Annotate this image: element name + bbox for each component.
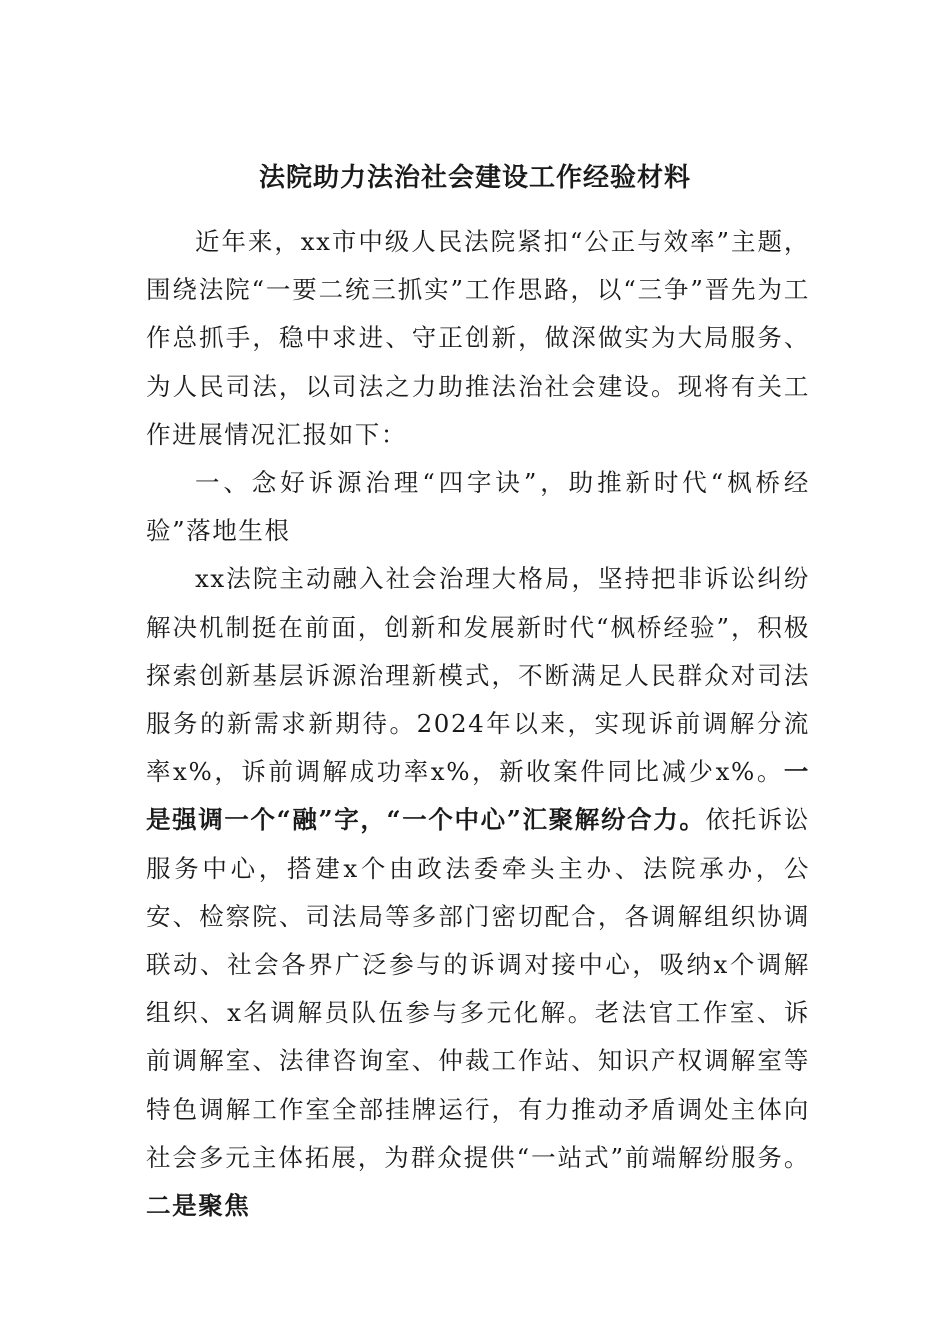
paragraph-text: xx法院主动融入社会治理大格局，坚持把非诉讼纠纷解决机制挺在前面，创新和发展新时代“枫桥经验”，积极探索创新基层诉源治理新模式，不断满足人民群众对司法服务的新需求新期待。2024年以来，实现诉前调解分流率x%，诉前调解成功率x%，新收案件同比减少x%。: [146, 564, 810, 787]
paragraph-text: 依托诉讼服务中心，搭建x个由政法委牵头主办、法院承办，公安、检察院、司法局等多部门密切配合，各调解组织协调联动、社会各界广泛参与的诉调对接中心，吸纳x个调解组织、x名调解员队伍参与多元化解。老法官工作室、诉前调解室、法律咨询室、仲裁工作站、知识产权调解室等特色调解工作室全部挂牌运行，有力推动矛盾调处主体向社会多元主体拓展，为群众提供“一站式”前端解纷服务。: [146, 805, 810, 1172]
document-body: [146, 218, 810, 1230]
section-heading: 一、念好诉源治理“四字诀”，助推新时代“枫桥经验”落地生根: [146, 468, 810, 546]
intro-paragraph: 近年来，xx市中级人民法院紧扣“公正与效率”主题，围绕法院“一要二统三抓实”工作思路，以“三争”晋先为工作总抓手，稳中求进、守正创新，做深做实为大局服务、为人民司法，以司法之力助推法治社会建设。现将有关工作进展情况汇报如下：: [146, 227, 810, 449]
document-title: 法院助力法治社会建设工作经验材料: [258, 163, 691, 193]
bold-point-two: 二是聚焦: [146, 1191, 251, 1221]
bold-point-one: 一是强调一个“融”字，“一个中心”汇聚解纷合力。: [146, 757, 810, 835]
section-paragraph: [146, 555, 810, 1230]
